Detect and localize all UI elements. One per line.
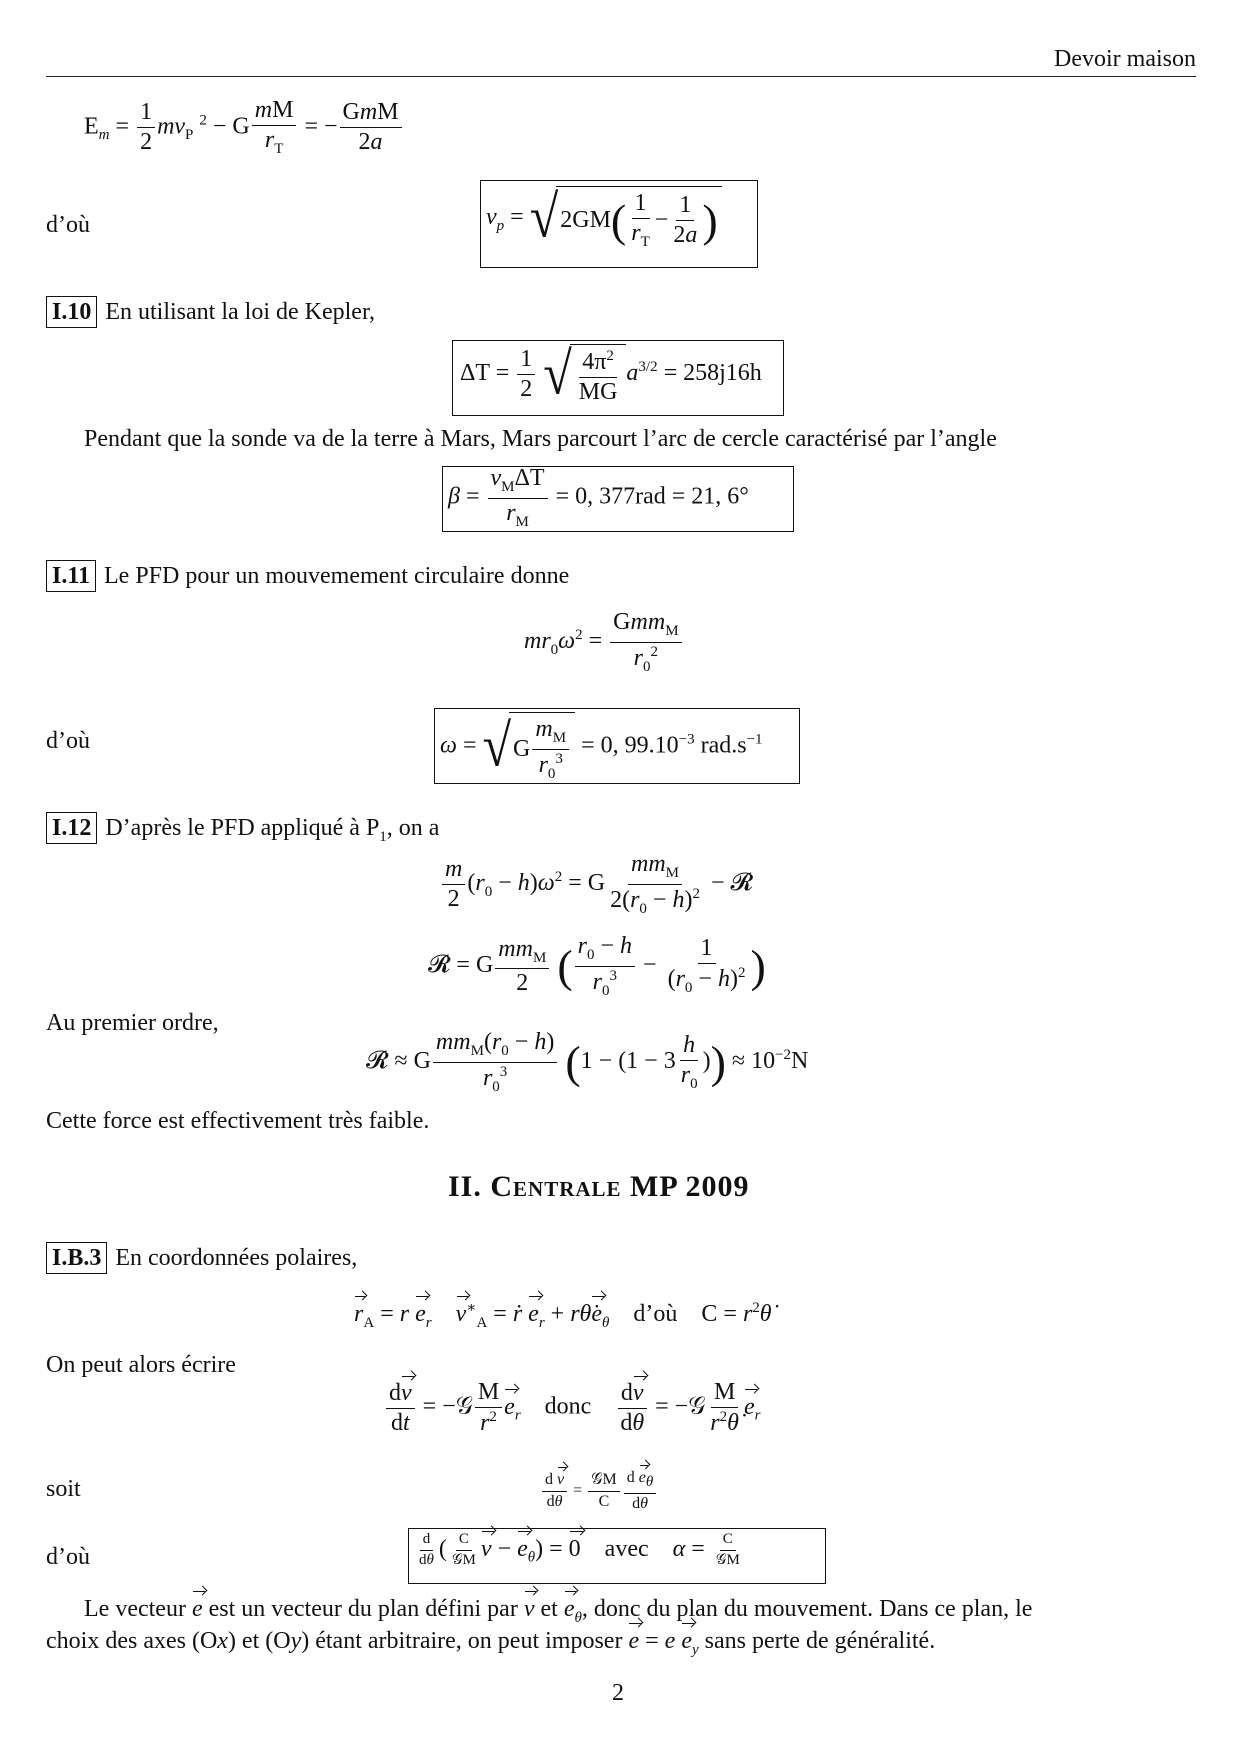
r-force-equation: 𝓡 = G $\frac{mm_M}{2}$ ( $\frac{r_0 - h}{r_0^3}$ − $\frac{1}{(r_0 - h)^2}$ ) [428,933,766,999]
dou-label-3: d’où [46,1544,90,1570]
question-i11 [46,560,569,592]
page-number: 2 [612,1680,624,1706]
approx-result: ≈ 10 [731,1048,776,1075]
pfd-p1-equation: $\frac{m}{2}$ $(r_0 - h)\omega^2 = G$ $\frac{mm_M}{2(r_0 - h)^2}$ − 𝓡 [440,852,753,917]
beta-equation: β = $\frac{v_M\Delta T}{r_M}$ = 0, 377rad = 21, 6° [448,465,749,530]
question-tag: I.B.3 [46,1242,107,1274]
last-paragraph-line2: choix des axes (Ox) et (Oy) étant arbitraire, on peut imposer e = e $e_y$ sans perte de généralité. [46,1628,936,1658]
dv-equation: $\frac{dv}{dt}$ = −𝒢 $\frac{M}{r^2}$ $e_r$ donc $\frac{dv}{d\theta}$ = −𝒢 $\frac{M}{r^2\thetȧ}$ $e_r$ [384,1380,760,1436]
omega-equation: ω = √ G $\frac{m_M}{r_0^3}$ = 0, $99.10^{-3}$ $rad.s^{-1}$ [440,713,763,782]
question-text-suffix: , on a [386,815,440,841]
question-text: En coordonnées polaires, [115,1245,358,1271]
newton-unit: N [791,1048,809,1075]
donc-word: donc [544,1393,592,1420]
page-header [46,40,1196,77]
question-tag: I.10 [46,296,97,328]
delta-t-result: = 258j16h [663,360,762,387]
section-title [448,1170,750,1204]
header-title: Devoir maison [1054,46,1196,72]
vp-equation: $v_p$ = √ 2GM ( $\frac{1}{r_T}$ − $\frac{1}{2a}$ ) [486,186,722,251]
text-run: choix des axes (O [46,1628,218,1654]
avec-word: avec [604,1535,649,1562]
text-run: , donc du plan du mouvement. Dans ce plan, le [581,1596,1033,1622]
dou-inline: d’où [633,1301,678,1327]
force-faible-text: Cette force est effectivement très faible. [46,1108,430,1134]
question-text: En utilisant la loi de Kepler, [105,299,375,325]
question-tag: I.12 [46,812,97,844]
text-run: Le vecteur [84,1596,186,1622]
beta-result: = 0, 377rad = 21, 6° [555,483,749,510]
omega-result: = 0, 99.10 [581,732,679,759]
alpha-equation: $\frac{d}{d\theta}$ ( $\frac{C}{\text{𝒢M}}$ $v - e_\theta) = 0$ avec α = $\frac{C}{\text{𝒢M}}$ [419,1531,740,1568]
question-text: Le PFD pour un mouvemement circulaire donne [104,563,570,589]
question-ib3 [46,1242,357,1274]
section-number: II. [448,1170,482,1203]
dv-dtheta-equation: $\frac{\text{d v}}{d\theta}$ = $\frac{\text{𝒢M}}{C}$ $\frac{d e_\theta}{d\theta}$ [540,1470,658,1513]
text-run: ) étant arbitraire, on peut imposer [301,1628,623,1654]
question-text: D’après le PFD appliqué à P [105,815,380,841]
delta-t-equation: ΔT = $\frac{1}{2}$ √ $\frac{4\pi^2}{MG}$ $a^{3/2} = 258j16h$ [460,341,762,407]
question-i10 [46,296,375,328]
section-name: Centrale MP 2009 [490,1170,750,1203]
text-run: ) et (O [227,1628,291,1654]
text-run: et [540,1596,558,1622]
paragraph-pendant: Pendant que la sonde va de la terre à Mars, Mars parcourt l’arc de cercle caractérisé par l’angle [84,426,997,452]
r-approx-equation: 𝓡 ≈ G $\frac{mm_M(r_0 - h)}{r_0^3}$ (1 − (1 − 3 $\frac{h}{r_0}$ )) ≈ $10^{-2}N$ [366,1029,809,1095]
text-run: est un vecteur du plan défini par [208,1596,518,1622]
on-peut-text: On peut alors écrire [46,1352,236,1378]
premier-ordre-text: Au premier ordre, [46,1010,219,1036]
question-tag: I.11 [46,560,96,592]
pfd-circular-equation: $mr_0\omega^2$ = $\frac{Gmm_M}{r_0^2}$ [524,610,684,675]
last-paragraph-line1: Le vecteur e est un vecteur du plan défini par v et $e_\theta$, donc du plan du mouvement. Dans ce plan, le [84,1596,1033,1626]
energy-equation: $E_m$ = $\frac{1}{2}$ $mv_P$ $^2$ − G $\frac{mM}{r_T}$ = − $\frac{\text{GmM}}{2a}$ [84,98,404,158]
question-i12: I.12 D’après le PFD appliqué à $P_1$, on a [46,812,439,846]
dou-label-2: d’où [46,728,90,754]
dou-label-1: d’où [46,212,90,238]
omega-units: rad.s [700,732,747,759]
soit-text: soit [46,1476,81,1502]
polar-equation: $r_A = r$ $e_r$ $v^∗_A$ = ṙ $e_r$ + $r\thetȧe_\theta$ d’où $C = r^2\thetȧ$ [354,1300,772,1331]
text-run: sans perte de généralité. [704,1628,936,1654]
